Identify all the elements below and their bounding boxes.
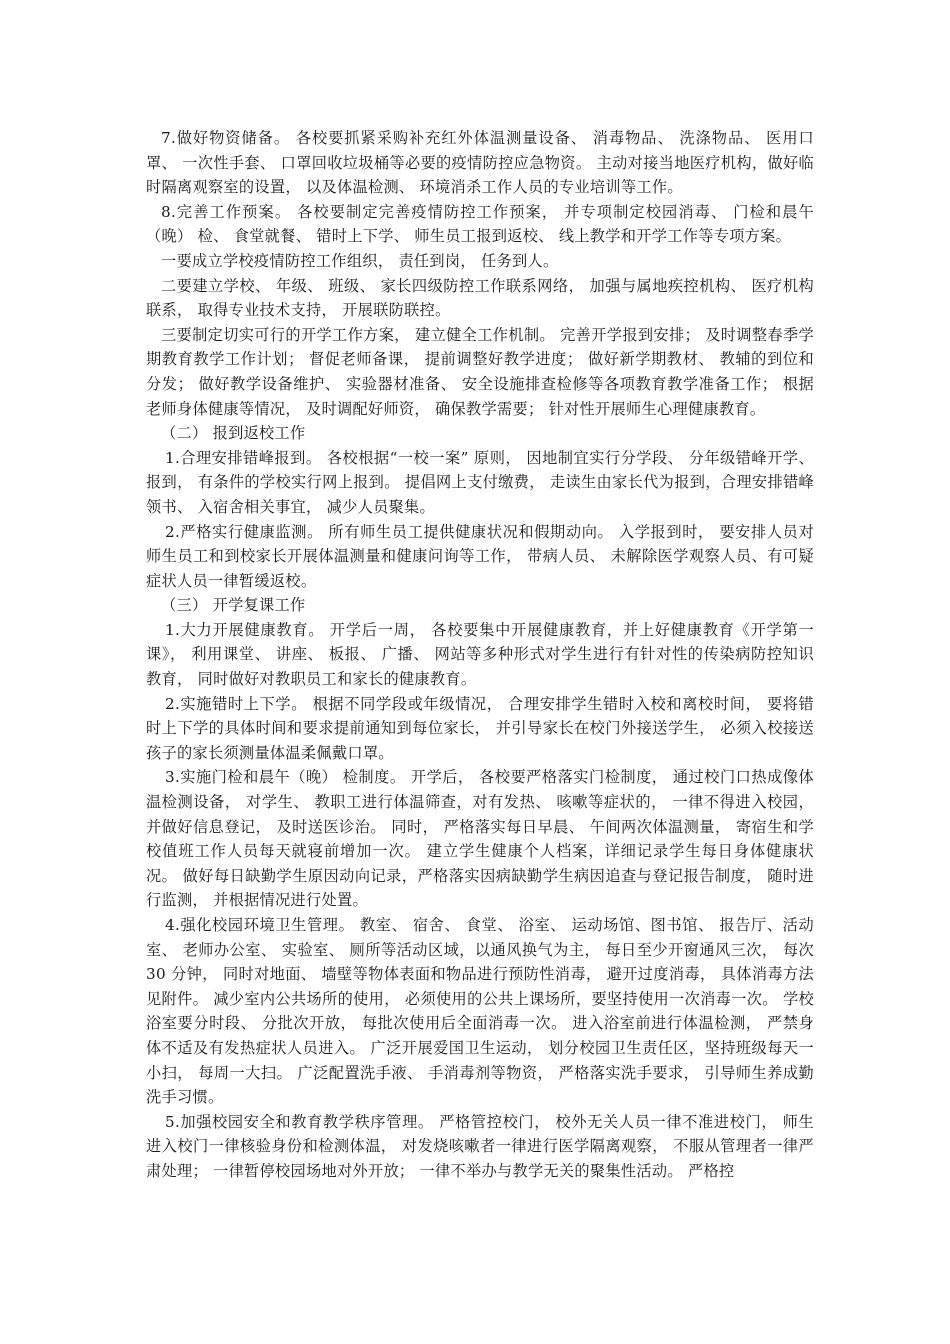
paragraph-campus-safety: 5.加强校园安全和教育教学秩序管理。 严格管控校门， 校外无关人员一律不准进校门， 师生进入校门一律核验身份和检测体温， 对发烧咳嗽者一律进行医学隔离观察， 不服从管理者一律严肃处理； 一律暂停校园场地对外开放； 一律不举办与教学无关的聚集性活动。 严格控 (146, 1112, 814, 1180)
paragraph-contact-network: 二要建立学校、 年级、 班级、 家长四级防控工作联系网络， 加强与属地疾控机构、 医疗机构联系， 取得专业技术支持， 开展联防联控。 (146, 276, 814, 320)
paragraph-work-plan: 8.完善工作预案。 各校要制定完善疫情防控工作预案， 并专项制定校园消毒、 门检和晨午（晚） 检、 食堂就餐、 错时上下学、 师生员工报到返校、 线上教学和开学工作等专项方案。 (146, 202, 814, 246)
paragraph-gate-checks: 3.实施门检和晨午（晚） 检制度。 开学后， 各校要严格落实门检制度， 通过校门口热成像体温检测设备， 对学生、 教职工进行体温筛查，对有发热、 咳嗽等症状的， 一律不得进入校园， 并做好信息登记， 及时送医诊治。 同时， 严格落实每日早晨、 午间两次体温测量， 寄宿生和学校值班工作人员每天就寝前增加一次。 建立学生健康个人档案，详细记录学生每日身体健康状况。 做好每日缺勤学生原因动向记录，严格落实因病缺勤学生病因追查与登记报告制度， 随时进行监测， 并根据情况进行处置。 (146, 768, 814, 910)
paragraph-organization: 一要成立学校疫情防控工作组织， 责任到岗， 任务到人。 (161, 251, 559, 270)
document-page (146, 126, 814, 1184)
paragraph-staggered-registration: 1.合理安排错峰报到。 各校根据“一校一案” 原则， 因地制宜实行分学段、 分年级错峰开学、 报到， 有条件的学校实行网上报到。 提倡网上支付缴费， 走读生由家长代为报到，合理安排错峰领书、 入宿舍相关事宜， 减少人员聚集。 (146, 448, 814, 516)
paragraph-hygiene-management: 4.强化校园环境卫生管理。 教室、 宿舍、 食堂、 浴室、 运动场馆、图书馆、 报告厅、活动室、 老师办公室、 实验室、 厕所等活动区域，以通风换气为主， 每日至少开窗通风三次， 每次 30 分钟， 同时对地面、 墙壁等物体表面和物品进行预防性消毒， 避开过度消毒， 具体消毒方法见附件。 减少室内公共场所的使用， 必须使用的公共上课场所，要坚持使用一次消毒一次。 学校浴室要分时段、 分批次开放， 每批次使用后全面消毒一次。 进入浴室前进行体温检测， 严禁身体不适及有发热症状人员进入。 广泛开展爱国卫生运动， 划分校园卫生责任区，坚持班级每天一小扫， 每周一大扫。 广泛配置洗手液、 手消毒剂等物资， 严格落实洗手要求， 引导师生养成勤洗手习惯。 (146, 916, 814, 1107)
paragraph-health-monitoring: 2.严格实行健康监测。 所有师生员工提供健康状况和假期动向。 入学报到时， 要安排人员对师生员工和到校家长开展体温测量和健康问询等工作， 带病人员、 未解除医学观察人员、有可疑症状人员一律暂缓返校。 (146, 522, 814, 590)
paragraph-health-education: 1.大力开展健康教育。 开学后一周， 各校要集中开展健康教育，并上好健康教育《开学第一课》， 利用课堂、 讲座、 板报、 广播、 网站等多种形式对学生进行有针对性的传染病防控知识教育， 同时做好对教职员工和家长的健康教育。 (146, 620, 814, 689)
paragraph-staggered-schedule: 2.实施错时上下学。 根据不同学段或年级情况， 合理安排学生错时入校和离校时间， 要将错时上下学的具体时间和要求提前通知到每位家长， 并引导家长在校门外接送学生， 必须入校接送孩子的家长须测量体温柔佩戴口罩。 (146, 694, 814, 762)
paragraph-material-reserve: 7.做好物资储备。 各校要抓紧采购补充红外体温测量设备、 消毒物品、 洗涤物品、 医用口罩、 一次性手套、 口罩回收垃圾桶等必要的疫情防控应急物资。 主动对接当地医疗机构，做好临时隔离观察室的设置， 以及体温检测、 环境消杀工作人员的专业培训等工作。 (146, 129, 814, 197)
section-heading-reopening: （三） 开学复课工作 (161, 596, 306, 615)
section-heading-return: （二） 报到返校工作 (161, 424, 306, 443)
paragraph-opening-plan: 三要制定切实可行的开学工作方案， 建立健全工作机制。 完善开学报到安排； 及时调整春季学期教育教学工作计划； 督促老师备课， 提前调整好教学进度； 做好新学期教材、 教辅的到位和分发； 做好教学设备维护、 实验器材准备、 安全设施排查检修等各项教育教学准备工作； 根据老师身体健康等情况， 及时调配好师资， 确保教学需要； 针对性开展师生心理健康教育。 (146, 325, 814, 418)
